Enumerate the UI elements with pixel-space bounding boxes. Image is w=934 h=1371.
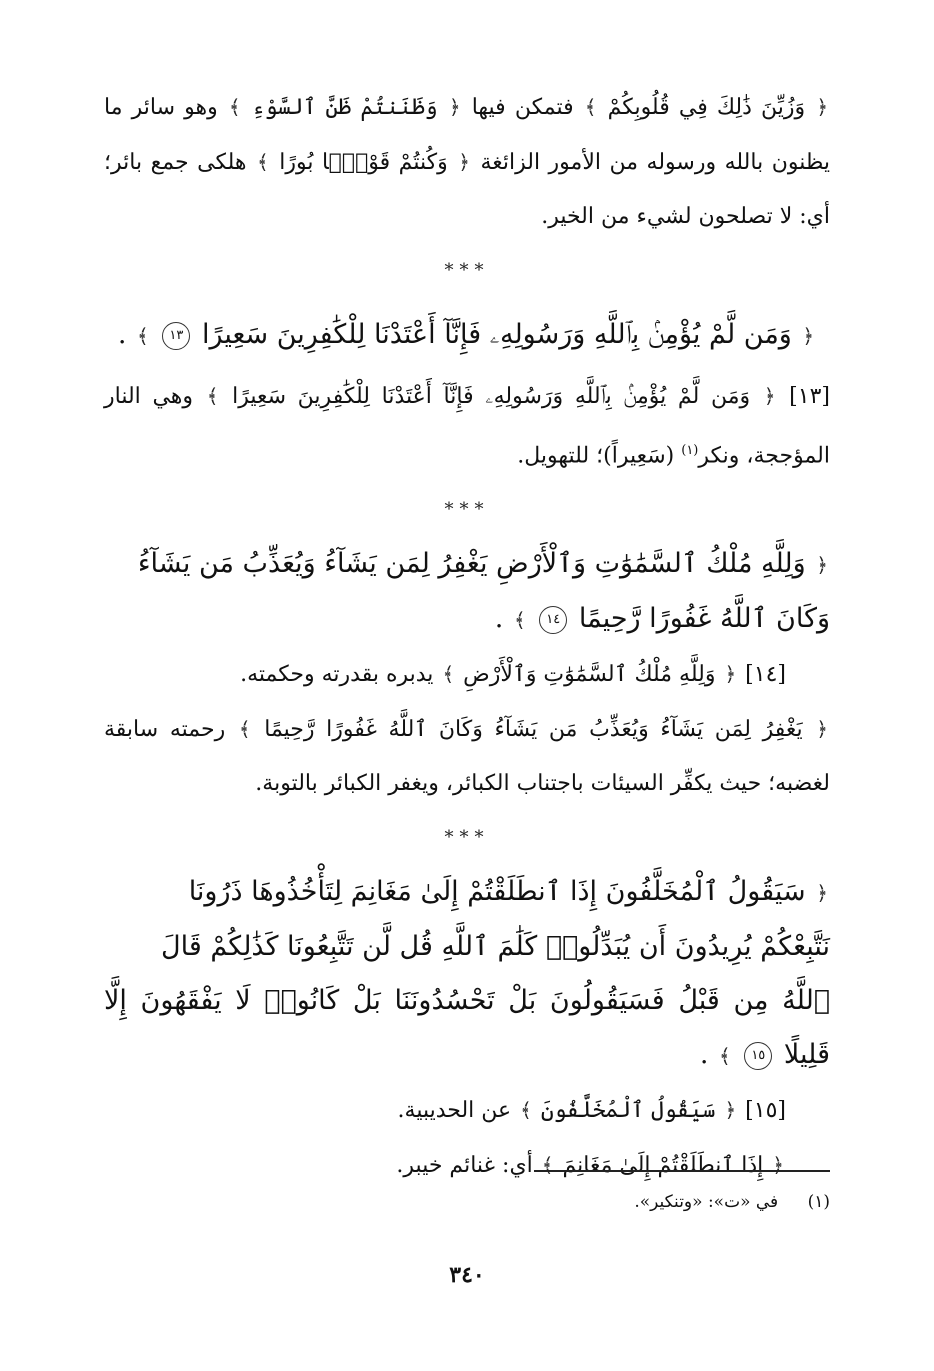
verse-close-bracket: ﴾ xyxy=(520,1098,532,1123)
commentary-text: وهو سائر ما يظنون بالله ورسوله من الأمور الزائغة xyxy=(104,95,831,175)
verse-open-bracket: ﴿ xyxy=(724,1098,737,1123)
footnote-text: في «ت»: «وتنكير». xyxy=(634,1192,779,1212)
commentary-text: رحمته سابقة لغضبه؛ حيث يكفِّر السيئات باجتناب الكبائر، ويغفر الكبائر بالتوبة. xyxy=(104,717,830,797)
commentary-text: وهي النار المؤججة، ونكر xyxy=(104,384,830,469)
ayah-number-marker: ١٥ xyxy=(744,1042,772,1070)
verse-15: ﴿ سَيَقُولُ ٱلْمُخَلَّفُونَ إِذَا ٱنطَلَقْتُمْ إِلَىٰ مَغَانِمَ لِتَأْخُذُوهَا ذَرُونَا نَتَّبِعْكُمْ يُرِيدُونَ أَن يُبَدِّلُوا۟ كَلَٰمَ ٱللَّهِ قُل لَّن تَتَّبِعُونَا كَذَٰلِكُمْ قَالَ ٱللَّهُ مِن قَبْلُ فَسَيَقُولُونَ بَلْ تَحْسُدُونَنَا بَلْ كَانُوا۟ لَا يَفْقَهُونَ إِلَّا قَلِيلًا ١٥ ﴾ . xyxy=(104,876,830,1071)
verse-close-bracket: ﴾ xyxy=(228,95,241,119)
commentary-14a xyxy=(104,647,830,702)
verse-open-bracket: ﴿ xyxy=(763,384,776,408)
section-separator: *** xyxy=(444,827,490,849)
verse-close-bracket: ﴾ xyxy=(584,95,597,119)
commentary-paragraph-1 xyxy=(104,80,830,244)
page-number: ٣٤٠ xyxy=(449,1262,485,1288)
ayah-number-marker: ١٣ xyxy=(162,322,190,350)
page-body xyxy=(104,80,830,1193)
verse-text-line-1: سَيَقُولُ ٱلْمُخَلَّفُونَ إِذَا ٱنطَلَقْتُمْ إِلَىٰ مَغَانِمَ لِتَأْخُذُوهَا ذَرُونَا xyxy=(188,876,806,908)
verse-close-bracket: ﴾ xyxy=(238,717,251,742)
verse-open-bracket: ﴿ xyxy=(724,662,737,687)
commentary-15a xyxy=(104,1083,830,1138)
quran-quote: يَغْفِرُ لِمَن يَشَآءُ وَيُعَذِّبُ مَن يَشَآءُ وَكَانَ ٱللَّهُ غَفُورًا رَّحِيمًا xyxy=(264,717,803,743)
verse-open-bracket: ﴿ xyxy=(816,95,829,119)
commentary-13 xyxy=(104,369,830,483)
verse-close-bracket: ﴾ xyxy=(541,1153,554,1178)
commentary-text: فتمكن فيها xyxy=(471,95,574,120)
quran-quote: سَيَقُولُ ٱلْمُخَلَّفُونَ xyxy=(540,1098,716,1124)
verse-text-line-1: وَلِلَّهِ مُلْكُ ٱلسَّمَٰوَٰتِ وَٱلْأَرْضِ يَغْفِرُ لِمَن يَشَآءُ وَيُعَذِّبُ مَن يَشَآءُ xyxy=(137,548,806,580)
verse-open-bracket: ﴿ xyxy=(816,553,828,578)
verse-reference: [١٤] xyxy=(745,662,786,688)
quran-quote: وَظَنَنتُمْ ظَنَّ ٱلسَّوْءِ xyxy=(251,95,438,120)
footnote-marker: (١) xyxy=(681,443,699,458)
commentary-text: أي: غنائم خيبر. xyxy=(396,1153,533,1179)
quran-quote: وَمَن لَّمْ يُؤْمِنۢ بِٱللَّهِ وَرَسُولِهِۦ فَإِنَّآ أَعْتَدْنَا لِلْكَٰفِرِينَ سَعِيرًا xyxy=(232,384,751,409)
verse-14: ﴿ وَلِلَّهِ مُلْكُ ٱلسَّمَٰوَٰتِ وَٱلْأَرْضِ يَغْفِرُ لِمَن يَشَآءُ وَيُعَذِّبُ مَن يَشَآءُ وَكَانَ ٱللَّهُ غَفُورًا رَّحِيمًا ١٤ ﴾ . xyxy=(137,548,830,635)
verse-reference: [١٥] xyxy=(745,1098,786,1124)
verse-text-line-3: ٱللَّهُ مِن قَبْلُ فَسَيَقُولُونَ بَلْ تَحْسُدُونَنَا بَلْ كَانُوا۟ لَا يَفْقَهُونَ إِلَّا قَلِيلًا xyxy=(104,985,830,1071)
footnote xyxy=(634,1192,830,1212)
commentary-text: (سَعِيراً)؛ للتهويل. xyxy=(517,443,675,469)
section-separator: *** xyxy=(444,260,490,281)
verse-close-bracket: ﴾ xyxy=(137,324,149,348)
verse-text-line-2: وَكَانَ ٱللَّهُ غَفُورًا رَّحِيمًا xyxy=(578,603,830,635)
footnote-divider xyxy=(534,1170,830,1172)
verse-open-bracket: ﴿ xyxy=(448,95,461,119)
verse-text-line-2: نَتَّبِعْكُمْ يُرِيدُونَ أَن يُبَدِّلُوا۟ كَلَٰمَ ٱللَّهِ قُل لَّن تَتَّبِعُونَا كَذَٰلِكُمْ قَالَ xyxy=(160,931,830,963)
footnote-number: (١) xyxy=(807,1192,830,1212)
quran-quote: وَكُنتُمْ قَوْمًۢا بُورًا xyxy=(279,150,448,175)
verse-close-bracket: ﴾ xyxy=(206,384,219,408)
verse-open-bracket: ﴿ xyxy=(816,881,828,906)
commentary-text: يدبره بقدرته وحكمته. xyxy=(240,662,434,688)
verse-open-bracket: ﴿ xyxy=(772,1153,784,1178)
verse-close-bracket: ﴾ xyxy=(513,608,526,633)
verse-close-bracket: ﴾ xyxy=(257,150,269,174)
commentary-text: عن الحديبية. xyxy=(397,1098,512,1124)
quran-quote: وَلِلَّهِ مُلْكُ ٱلسَّمَٰوَٰتِ وَٱلْأَرْضِ xyxy=(463,662,716,688)
verse-open-bracket: ﴿ xyxy=(458,150,470,174)
verse-reference: [١٣] xyxy=(789,384,830,409)
quran-quote: وَزُيِّنَ ذَٰلِكَ فِي قُلُوبِكُمْ xyxy=(607,95,806,120)
commentary-14b xyxy=(104,702,830,811)
commentary-15b xyxy=(104,1138,830,1193)
quran-quote: إِذَا ٱنطَلَقْتُمْ إِلَىٰ مَغَانِمَ xyxy=(562,1153,764,1179)
ayah-number-marker: ١٤ xyxy=(539,606,567,634)
verse-close-bracket: ﴾ xyxy=(442,662,455,687)
section-separator: *** xyxy=(444,499,490,521)
verse-text: وَمَن لَّمْ يُؤْمِنۢ بِٱللَّهِ وَرَسُولِهِۦ فَإِنَّآ أَعْتَدْنَا لِلْكَٰفِرِينَ سَعِيرًا xyxy=(201,319,792,350)
verse-open-bracket: ﴿ xyxy=(816,717,829,742)
commentary-text: هلكى جمع بائر؛ أي: لا تصلحون لشيء من الخير. xyxy=(104,150,830,229)
verse-close-bracket: ﴾ xyxy=(718,1044,731,1069)
verse-13: ﴿ وَمَن لَّمْ يُؤْمِنۢ بِٱللَّهِ وَرَسُولِهِۦ فَإِنَّآ أَعْتَدْنَا لِلْكَٰفِرِينَ سَعِيرًا ١٣ ﴾ . xyxy=(117,319,815,350)
verse-open-bracket: ﴿ xyxy=(802,324,815,348)
